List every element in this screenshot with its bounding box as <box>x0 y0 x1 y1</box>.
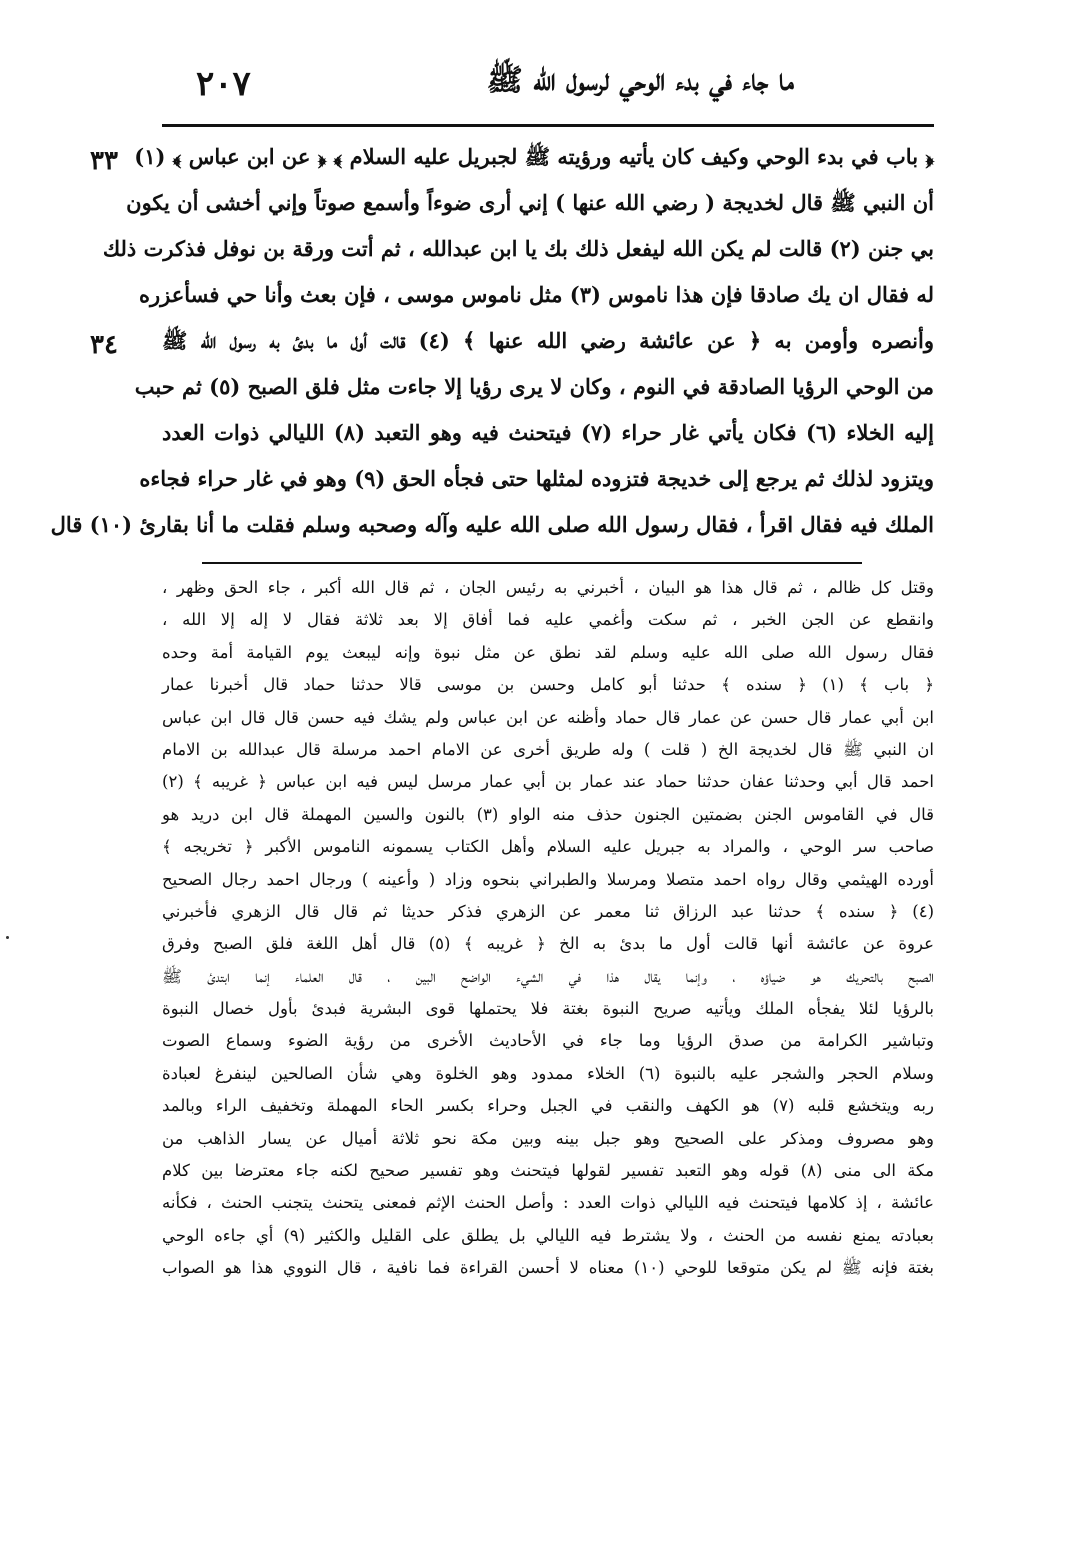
main-line: من الوحي الرؤيا الصادقة في النوم ، وكان لا يرى رؤيا إلا جاءت مثل فلق الصبح (٥) ثم حبب <box>134 374 934 399</box>
footnotes <box>162 572 934 1285</box>
margin-number-33: ٣٣ <box>90 146 118 176</box>
main-line: ﴿ باب في بدء الوحي وكيف كان يأتيه ورؤيته ﷺ لجبريل عليه السلام ﴾ ﴿ عن ابن عباس ﴾ (١) <box>134 144 934 169</box>
footnote-line: بعبادته يمنع نفسه من الحنث ، ولا يشترط فيه الليالي بل يطلق على القليل والكثير (٩) أي جاءه الوحي <box>162 1225 934 1245</box>
footnote-line: عائشة ، إذ كلامها فيتحنث فيه الليالي ذوات العدد : وأصل الحنث الإثم فمعنى يتحنث يتجنب الحنث ، فكأنه <box>162 1193 934 1213</box>
footnote-line: وسلام الحجر والشجر عليه بالنبوة (٦) الخلاء ممدود وهو الخلوة وهي شأن الصالحين لينفرغ لعبادة <box>162 1063 934 1083</box>
main-line: أن النبي ﷺ قال لخديجة ( رضي الله عنها ) إني أرى ضوءاً وأسمع صوتاً وإني أخشى أن يكون <box>126 190 934 215</box>
main-line: إليه الخلاء (٦) فكان يأتي غار حراء (٧) فيتحنث فيه وهو التعبد (٨) الليالي ذوات العدد <box>162 420 934 445</box>
main-line: له فقال ان يك صادقا فإن هذا ناموس (٣) مثل ناموس موسى ، فإن بعث وأنا حي فسأعزره <box>138 282 934 307</box>
footnote-line: وتباشير الكرامة من صدق الرؤيا وما جاء في الأحاديث الأخرى من رؤية الضوء وسماع الصوت <box>162 1031 934 1051</box>
footnote-line: ابن أبي عمار قال حسن عن عمار قال حماد وأظنه عن ابن عباس ولم يشك فيه حسن قال قال ابن عباس <box>162 707 934 727</box>
footnote-line: ﴿ باب ﴾ (١) ﴿ سنده ﴾ حدثنا أبو كامل وحسن بن موسى قالا حدثنا حماد قال أخبرنا عمار <box>162 675 934 695</box>
header-rule <box>162 124 934 127</box>
footnote-line: وقتل كل ظالم ، ثم قال هذا هو البيان ، أخبرني به رئيس الجان ، ثم قال الله أكبر ، جاء الحق وظهر ، <box>162 578 934 597</box>
footnote-line: بالرؤيا لئلا يفجأه الملك ويأتيه صريح النبوة بغتة فلا يحتملها قوى البشرية فبدئ بأول خصال النبوة <box>162 999 934 1019</box>
footnote-line: وهو مصروف ومذكر على الصحيح وهو جبل بينه وبين مكة نحو ثلاثة أميال عن يسار الذاهب من <box>162 1128 934 1148</box>
footnote-separator <box>202 562 862 564</box>
running-head: ما جاء في بدء الوحي لرسول الله ﷺ <box>486 63 794 98</box>
footnote-line: احمد قال أبي وحدثنا عفان حدثنا حماد عند عمار بن أبي عمار مرسل ليس فيه ابن عباس ﴿ غريبه ﴾ (٢) <box>162 772 934 792</box>
footnote-line: قال في القاموس الجنن بضمتين الجنون حذف منه الواو (٣) بالنون والسين المهملة قال ابن دريد هو <box>162 804 935 824</box>
footnote-line: وانقطع عن الجن الخبر ، ثم سكت وأغمي عليه فما أفاق إلا بعد ثلاثة فقال لا إله إلا الله ، <box>162 610 934 630</box>
footnote-line: الصبح بالتحريك هو ضياؤه ، وإنما يقال هذا في الشيء الواضح البين ، قال العلماء إنما ابتدئ ﷺ <box>162 966 934 986</box>
margin-number-34: ٣٤ <box>90 330 118 360</box>
footnote-line: فقال رسول الله صلى الله عليه وسلم لقد نطق عن مثل نبوة وإنه ليبعث يوم القيامة أمة وحده <box>162 642 934 662</box>
footnote-line: بغتة فإنه ﷺ لم يكن متوقعا للوحي (١٠) معناه لا أحسن القراءة فما نافية ، قال النووي هذا هو الصواب <box>162 1258 934 1278</box>
footnote-line: (٤) ﴿ سنده ﴾ حدثنا عبد الرزاق ثنا معمر عن الزهري فذكر حديثا ثم قال قال الزهري فأخبرني <box>162 901 934 921</box>
main-line: ويتزود لذلك ثم يرجع إلى خديجة فتزوده لمثلها حتى فجأه الحق (٩) وهو في غار حراء فجاءه <box>139 466 934 491</box>
main-line: الملك فيه فقال اقرأ ، فقال رسول الله صلى الله عليه وآله وصحبه وسلم فقلت ما أنا بقارئ (١٠) قال <box>50 512 934 537</box>
scan-speck <box>6 936 9 939</box>
footnote-line: أورده الهيثمي وقال رواه احمد متصلا ومرسلا والطبراني بنحوه وزاد ( وأعينه ) ورجال احمد رجال الصحيح <box>162 869 934 889</box>
footnote-line: صاحب سر الوحي ، والمراد به جبريل عليه السلام وأهل الكتاب يسمونه الناموس الأكبر ﴿ تخريجه ﴾ <box>162 837 934 857</box>
footnote-line: مكة الى منى (٨) قوله وهو التعبد تفسير لقولها فيتحنث وهو تفسير صحيح لكنه جاء معترضا بين كلام <box>162 1161 935 1181</box>
footnote-line: ربه ويتخشع قلبه (٧) هو الكهف والنقب في الجبل وحراء بكسر الحاء المهملة وتخفيف الراء وبالمد <box>162 1096 934 1116</box>
main-line: بي جنن (٢) قالت لم يكن الله ليفعل ذلك بك يا ابن عبدالله ، ثم أتت ورقة بن نوفل فذكرت ذلك <box>102 236 934 261</box>
page-number: ٢٠٧ <box>196 64 251 104</box>
footnote-line: عروة عن عائشة أنها قالت أول ما بدئ به الخ ﴿ غريبه ﴾ (٥) قال أهل اللغة فلق الصبح وفرق <box>162 934 934 954</box>
main-line: وأنصره وأومن به ﴿ عن عائشة رضي الله عنها ﴾ (٤) قالت أول ما بدئ به رسول الله ﷺ <box>162 328 934 353</box>
footnote-line: ان النبي ﷺ قال لخديجة الخ ( قلت ) وله طريق أخرى عن الامام احمد مرسلة قال عبدالله بن الامام <box>162 739 934 759</box>
